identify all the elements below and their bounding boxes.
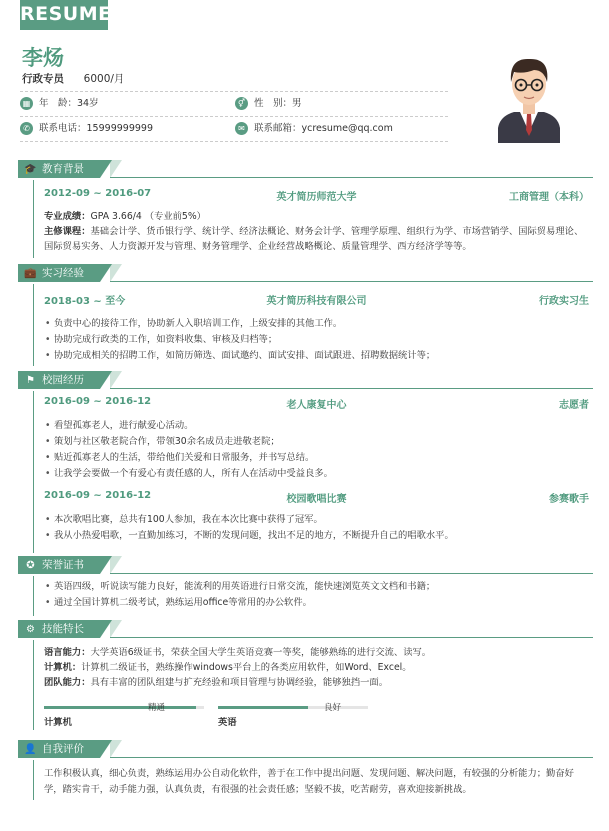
list-item: • 让我学会要做一个有爱心有责任感的人，所有人在活动中受益良多。 (44, 466, 589, 482)
gpa-line: 专业成绩：GPA 3.66/4 （专业前5%） (44, 211, 206, 222)
section-internship-header (18, 264, 593, 282)
section-title: 教育背景 (42, 163, 84, 175)
section-campus-body (33, 391, 589, 553)
list-item: • 策划与社区敬老院合作，带领30余名成员走进敬老院； (44, 434, 589, 450)
phone-field (20, 118, 153, 140)
calendar-icon: ▦ (20, 97, 33, 110)
list-item: • 看望孤寡老人，进行献爱心活动。 (44, 418, 589, 434)
briefcase-icon: 💼 (24, 268, 37, 279)
resume-tag: RESUME (20, 0, 108, 30)
gender-label: 性 别： (254, 98, 293, 109)
courses-line: 主修课程：基础会计学、货币银行学、统计学、经济法概论、财务会计学、管理学原理、组织行为学、市场营销学、国际贸易理论、国际贸易实务、人力资源开发与管理、财务管理学、企业经营战略概论、质量管理学、西方经济学等等。 (44, 226, 584, 252)
skill-line: 语言能力：大学英语6级证书，荣获全国大学生英语竞赛一等奖，能够熟练的进行交流、读写。 (44, 647, 432, 658)
entry-date: 2018-03 ~ 至今 (44, 296, 126, 307)
gear-icon: ⚙ (26, 624, 35, 635)
age-field (20, 93, 99, 115)
section-title: 自我评价 (42, 743, 84, 755)
info-row-2 (20, 118, 450, 140)
entry-date: 2012-09 ~ 2016-07 (44, 188, 152, 199)
email-label: 联系邮箱： (254, 123, 302, 134)
graduation-cap-icon: 🎓 (24, 164, 37, 175)
section-skills-body (33, 640, 589, 730)
list-item: • 本次歌唱比赛，总共有100人参加，我在本次比赛中获得了冠军。 (44, 512, 589, 528)
section-self-eval-body (33, 760, 589, 800)
info-row-1 (20, 93, 450, 115)
age-value: 34岁 (77, 98, 99, 109)
skill-line: 计算机：计算机二级证书，熟练操作windows平台上的各类应用软件，如Word、Excel。 (44, 662, 412, 673)
campus-entry-1 (44, 396, 589, 412)
entry-org: 老人康复中心 (286, 400, 347, 411)
self-eval-text: 工作积极认真，细心负责，熟练运用办公自动化软件，善于在工作中提出问题、发现问题、解决问题，有较强的分析能力；勤奋好学，踏实肯干，动手能力强，认真负责，有很强的社会责任感；坚毅不拔，吃苦耐劳，喜欢迎接新挑战。 (44, 768, 574, 795)
campus-list-1 (44, 418, 589, 482)
section-honors-body (33, 576, 589, 616)
list-item: • 我从小热爱唱歌，一直勤加练习，不断的发现问题，找出不足的地方，不断提升自己的唱歌水平。 (44, 528, 589, 544)
gender-value: 男 (292, 98, 302, 109)
job-title: 行政专员 (22, 73, 64, 85)
candidate-name: 李炀 (22, 46, 64, 70)
entry-school: 英才简历师范大学 (276, 192, 357, 203)
entry-company: 英才简历科技有限公司 (266, 296, 367, 307)
email-field (235, 118, 393, 140)
entry-date: 2016-09 ~ 2016-12 (44, 396, 152, 407)
skill-bar-fill (44, 706, 196, 709)
entry-org: 校园歌唱比赛 (286, 494, 347, 505)
education-entry (44, 188, 589, 204)
phone-label: 联系电话： (39, 123, 87, 134)
list-item: • 协助完成行政类的工作，如资料收集、审核及归档等； (44, 332, 589, 348)
skill-bar-fill (218, 706, 308, 709)
entry-role: 参赛歌手 (549, 494, 589, 505)
section-title: 实习经验 (42, 267, 84, 279)
gender-icon: ⚥ (235, 97, 248, 110)
list-item: • 负责中心的接待工作，协助新人入职培训工作，上级安排的其他工作。 (44, 316, 589, 332)
skill-level-label: 良好 (324, 703, 342, 713)
section-title: 校园经历 (42, 374, 84, 386)
salary: 6000/月 (83, 73, 125, 85)
list-item: • 英语四级，听说读写能力良好，能流利的用英语进行日常交流，能快速浏览英文文档和书籍； (44, 579, 589, 595)
entry-role: 志愿者 (559, 400, 589, 411)
list-item: • 通过全国计算机二级考试，熟练运用office等常用的办公软件。 (44, 595, 589, 611)
age-label: 年 龄： (39, 98, 78, 109)
email-value: ycresume@qq.com (301, 123, 393, 134)
campus-list-2 (44, 512, 589, 544)
gender-field (235, 93, 302, 115)
honors-list (44, 579, 589, 611)
divider (20, 91, 448, 92)
phone-value: 15999999999 (86, 123, 154, 134)
skill-bar-english (218, 706, 368, 709)
internship-entry (44, 292, 589, 308)
section-honors-header (18, 556, 593, 574)
list-item: • 贴近孤寡老人的生活，带给他们关爱和日常服务，并书写总结。 (44, 450, 589, 466)
campus-entry-2 (44, 490, 589, 506)
section-campus-header (18, 371, 593, 389)
entry-date: 2016-09 ~ 2016-12 (44, 490, 152, 501)
job-line (22, 71, 124, 86)
section-self-eval-header (18, 740, 593, 758)
award-icon: ✪ (26, 560, 35, 571)
flag-icon: ⚑ (26, 375, 35, 386)
skill-level-label: 精通 (148, 703, 166, 713)
skill-name: 英语 (218, 717, 237, 728)
section-skills-header (18, 620, 593, 638)
email-icon: ✉ (235, 122, 248, 135)
user-icon: 👤 (24, 744, 37, 755)
divider (20, 141, 448, 142)
list-item: • 协助完成相关的招聘工作，如简历筛选、面试邀约、面试安排、面试跟进、招聘数据统计等； (44, 348, 589, 364)
phone-icon: ✆ (20, 122, 33, 135)
section-education-body (33, 180, 589, 258)
skill-line: 团队能力：具有丰富的团队组建与扩充经验和项目管理与协调经验，能够独挡一面。 (44, 677, 389, 688)
section-education-header (18, 160, 593, 178)
internship-list (44, 316, 589, 364)
avatar (494, 48, 564, 143)
section-title: 荣誉证书 (42, 559, 84, 571)
section-title: 技能特长 (42, 623, 84, 635)
skill-name: 计算机 (44, 717, 72, 728)
section-internship-body (33, 284, 589, 366)
entry-major: 工商管理（本科） (509, 192, 589, 203)
skill-bar-computer (44, 706, 204, 709)
divider (20, 116, 448, 117)
entry-role: 行政实习生 (539, 296, 589, 307)
